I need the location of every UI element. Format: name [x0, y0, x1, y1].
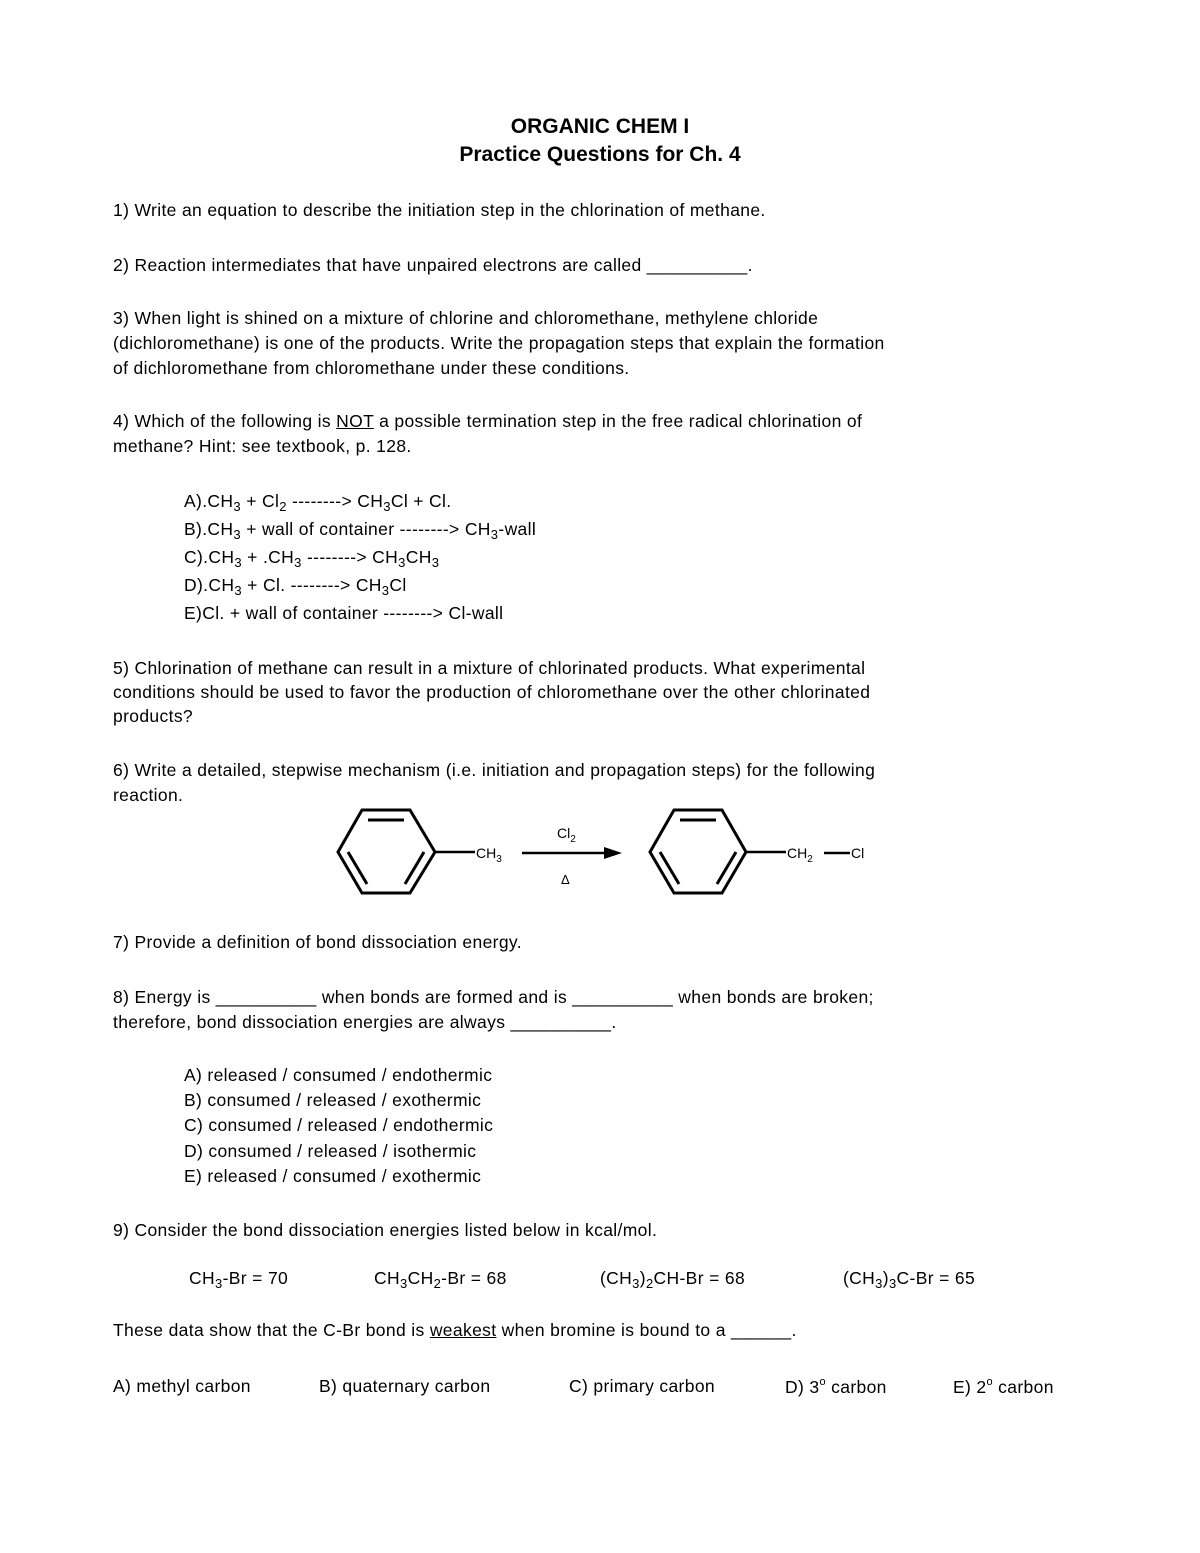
degree-symbol: o	[986, 1376, 993, 1388]
product-benzene-ring	[650, 810, 746, 893]
stem-text: These data show that the C-Br bond is	[113, 1320, 430, 1340]
question-5-line-3: products?	[113, 706, 194, 726]
question-9-choice-c: C) primary carbon	[569, 1376, 715, 1396]
option-text: + Cl. --------> CH	[241, 575, 382, 595]
option-text: CH	[405, 547, 432, 567]
subscript: 3	[875, 1276, 883, 1291]
reactant-benzene-ring	[338, 810, 435, 893]
bde-text: CH	[374, 1268, 400, 1288]
bde-text: (CH	[843, 1268, 876, 1288]
option-text: --------> CH	[301, 547, 399, 567]
bde-text: CH-Br = 68	[653, 1268, 746, 1288]
choice-text: E) 2	[953, 1377, 987, 1397]
bde-methyl-bromide	[189, 1268, 288, 1291]
question-3-line-1: 3) When light is shined on a mixture of chlorine and chloromethane, methylene chloride	[113, 308, 819, 328]
document-subtitle: Practice Questions for Ch. 4	[459, 143, 741, 166]
question-8-option-a: A) released / consumed / endothermic	[184, 1065, 493, 1085]
option-text: + .CH	[241, 547, 295, 567]
bde-text: C-Br = 65	[896, 1268, 976, 1288]
option-text: Cl	[389, 575, 407, 595]
option-text: + Cl	[241, 491, 280, 511]
option-text: Cl. + wall of container --------> Cl-wall	[202, 603, 504, 623]
option-label: B)	[184, 519, 203, 539]
question-8-option-c: C) consumed / released / endothermic	[184, 1115, 494, 1135]
subscript: 3	[490, 527, 499, 542]
question-2: 2) Reaction intermediates that have unpaired electrons are called __________.	[113, 255, 753, 275]
question-4-suffix: a possible termination step in the free radical chlorination of	[373, 411, 863, 431]
question-5-line-2: conditions should be used to favor the production of chloromethane over the other chlorinated	[113, 682, 871, 702]
degree-symbol: o	[819, 1376, 826, 1388]
option-text: .CH	[202, 491, 234, 511]
bde-ethyl-bromide	[374, 1268, 507, 1291]
subscript: 3	[234, 583, 242, 598]
reagent-label: $Cl_2$	[557, 825, 576, 845]
question-8-line-2: therefore, bond dissociation energies are always __________.	[113, 1012, 617, 1032]
option-text: .CH	[203, 547, 235, 567]
question-5-line-1: 5) Chlorination of methane can result in a mixture of chlorinated products. What experimental	[113, 658, 866, 678]
question-3-line-3: of dichloromethane from chloromethane under these conditions.	[113, 358, 630, 378]
subscript: 3	[888, 1276, 897, 1291]
subscript: 3	[233, 527, 241, 542]
question-9-choice-e	[953, 1376, 1054, 1398]
subscript: 3	[234, 555, 242, 570]
bde-isopropyl-bromide	[600, 1268, 745, 1291]
bde-text: -Br = 68	[441, 1268, 507, 1288]
question-8-option-b: B) consumed / released / exothermic	[184, 1090, 482, 1110]
subscript: 3	[632, 1276, 640, 1291]
stem-emphasis: weakest	[429, 1320, 497, 1340]
option-text: --------> CH	[286, 491, 384, 511]
heat-symbol: Δ	[561, 872, 570, 887]
subscript: 2	[645, 1276, 654, 1291]
subscript: 3	[214, 1276, 223, 1291]
option-text: + wall of container --------> CH	[241, 519, 491, 539]
option-label: C)	[184, 547, 204, 567]
question-9-choice-b: B) quaternary carbon	[319, 1376, 491, 1396]
question-1: 1) Write an equation to describe the initiation step in the chlorination of methane.	[113, 200, 766, 220]
choice-text: carbon	[992, 1377, 1054, 1397]
question-9-choice-d	[785, 1376, 887, 1398]
option-label: E)	[184, 603, 203, 623]
bde-text: CH	[189, 1268, 215, 1288]
choice-text: D) 3	[785, 1377, 820, 1397]
bde-text: )	[639, 1268, 646, 1288]
option-text: .CH	[203, 575, 235, 595]
option-label: A)	[184, 491, 203, 511]
subscript: 3	[431, 555, 440, 570]
question-8-option-d: D) consumed / released / isothermic	[184, 1141, 477, 1161]
subscript: 3	[294, 555, 302, 570]
subscript: 3	[383, 499, 391, 514]
subscript: 3	[233, 499, 241, 514]
subscript: 2	[279, 499, 287, 514]
subscript: 3	[398, 555, 406, 570]
question-6-line-1: 6) Write a detailed, stepwise mechanism (i.e. initiation and propagation steps) for the following	[113, 760, 876, 780]
question-9-stem	[113, 1318, 797, 1343]
product-halogen: Cl	[851, 845, 865, 861]
option-text: .CH	[202, 519, 234, 539]
option-text: -wall	[498, 519, 537, 539]
choice-text: carbon	[825, 1377, 887, 1397]
option-text: Cl + Cl.	[390, 491, 452, 511]
reactant-substituent: $CH_3$	[476, 845, 502, 865]
question-6-line-2: reaction.	[113, 785, 184, 805]
bde-text: -Br = 70	[222, 1268, 289, 1288]
question-7: 7) Provide a definition of bond dissociation energy.	[113, 932, 522, 952]
subscript: 3	[381, 583, 390, 598]
stem-text: when bromine is bound to a ______.	[496, 1320, 797, 1340]
reaction-arrow-head	[604, 847, 622, 859]
question-4-prefix: 4) Which of the following is	[113, 411, 337, 431]
question-8-option-e: E) released / consumed / exothermic	[184, 1166, 482, 1186]
document-title: ORGANIC CHEM I	[510, 115, 690, 138]
bde-text: (CH	[600, 1268, 633, 1288]
question-8-line-1: 8) Energy is __________ when bonds are formed and is __________ when bonds are broken;	[113, 987, 874, 1007]
option-label: D)	[184, 575, 204, 595]
question-9-choice-a: A) methyl carbon	[113, 1376, 251, 1396]
product-substituent: $CH_2$	[787, 845, 813, 865]
question-3-line-2: (dichloromethane) is one of the products. Write the propagation steps that explain the formation	[113, 333, 885, 353]
question-4-line-2: methane? Hint: see textbook, p. 128.	[113, 436, 412, 456]
subscript: 3	[399, 1276, 408, 1291]
bde-text: CH	[407, 1268, 434, 1288]
bde-tert-butyl-bromide	[843, 1268, 975, 1291]
subscript: 2	[433, 1276, 442, 1291]
bde-text: )	[882, 1268, 889, 1288]
question-4-emphasis: NOT	[336, 411, 374, 431]
question-9: 9) Consider the bond dissociation energies listed below in kcal/mol.	[113, 1220, 658, 1240]
